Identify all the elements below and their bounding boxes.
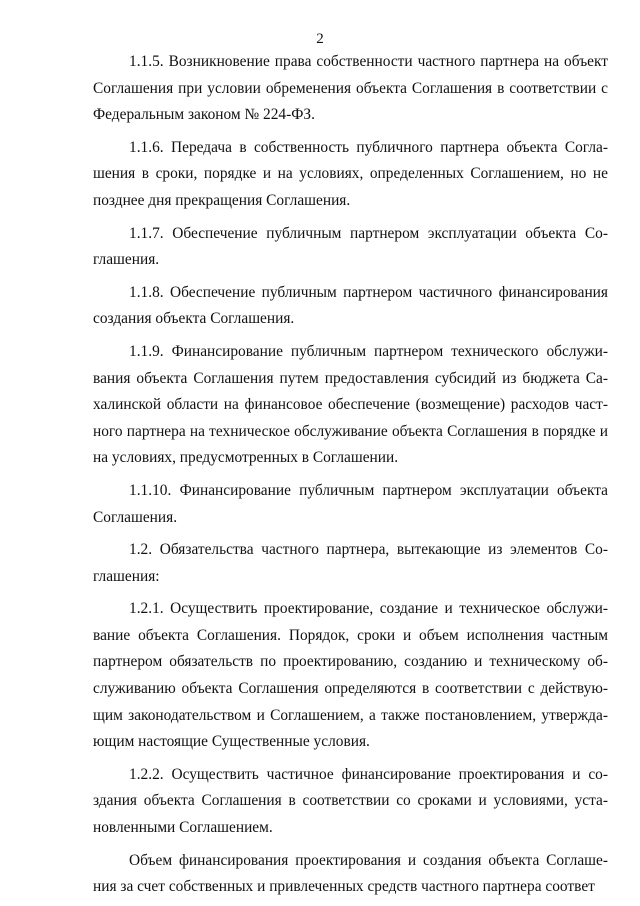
page-number: 2 bbox=[316, 31, 324, 47]
paragraph-1-1-5: 1.1.5. Возникновение права собственности частного партнера на объект Соглашения при условии обременения объекта Соглашения в соответствии с Федеральным законом № 224-ФЗ. bbox=[93, 53, 608, 124]
paragraph-1-2-1: 1.2.1. Осуществить проектирование, создание и техническое обслуживание объекта Соглашения. Порядок, сроки и объем исполнения частным партнером обязательств по проектированию, созданию и техническому обслуживанию объекта Соглашения определяются в соответствии с действующим законодательством и Соглашением, а также постановлением, утверждающим настоящие Существенные условия. bbox=[93, 600, 608, 751]
paragraph-1-1-9: 1.1.9. Финансирование публичным партнером технического обслуживания объекта Соглашения путем предоставления субсидий из бюджета Сахалинской области на финансовое обеспечение (возмещение) расходов частного партнера на техническое обслуживание объекта Соглашения в порядке и на условиях, предусмотренных в Соглашении. bbox=[93, 342, 608, 467]
paragraph-1-1-8: 1.1.8. Обеспечение публичным партнером частичного финансирования создания объекта Соглашения. bbox=[93, 283, 608, 328]
paragraph-1-2-2: 1.2.2. Осуществить частичное финансирование проектирования и создания объекта Соглашения в соответствии со сроками и условиями, установленными Соглашением. bbox=[93, 765, 608, 837]
paragraph-1-1-6: 1.1.6. Передача в собственность публичного партнера объекта Соглашения в сроки, порядке и на условиях, определенных Соглашением, но не позднее дня прекращения Соглашения. bbox=[93, 138, 608, 209]
paragraph-1-1-7: 1.1.7. Обеспечение публичным партнером эксплуатации объекта Соглашения. bbox=[93, 224, 608, 269]
paragraph-1-2: 1.2. Обязательства частного партнера, вытекающие из элементов Соглашения: bbox=[93, 541, 608, 585]
paragraph-1-1-10: 1.1.10. Финансирование публичным партнером эксплуатации объекта Соглашения. bbox=[93, 481, 608, 526]
paragraph-financing-volume: Объем финансирования проектирования и создания объекта Соглашения за счет собственных и привлеченных средств частного партнера соответ bbox=[93, 851, 608, 896]
document-body bbox=[93, 49, 608, 906]
